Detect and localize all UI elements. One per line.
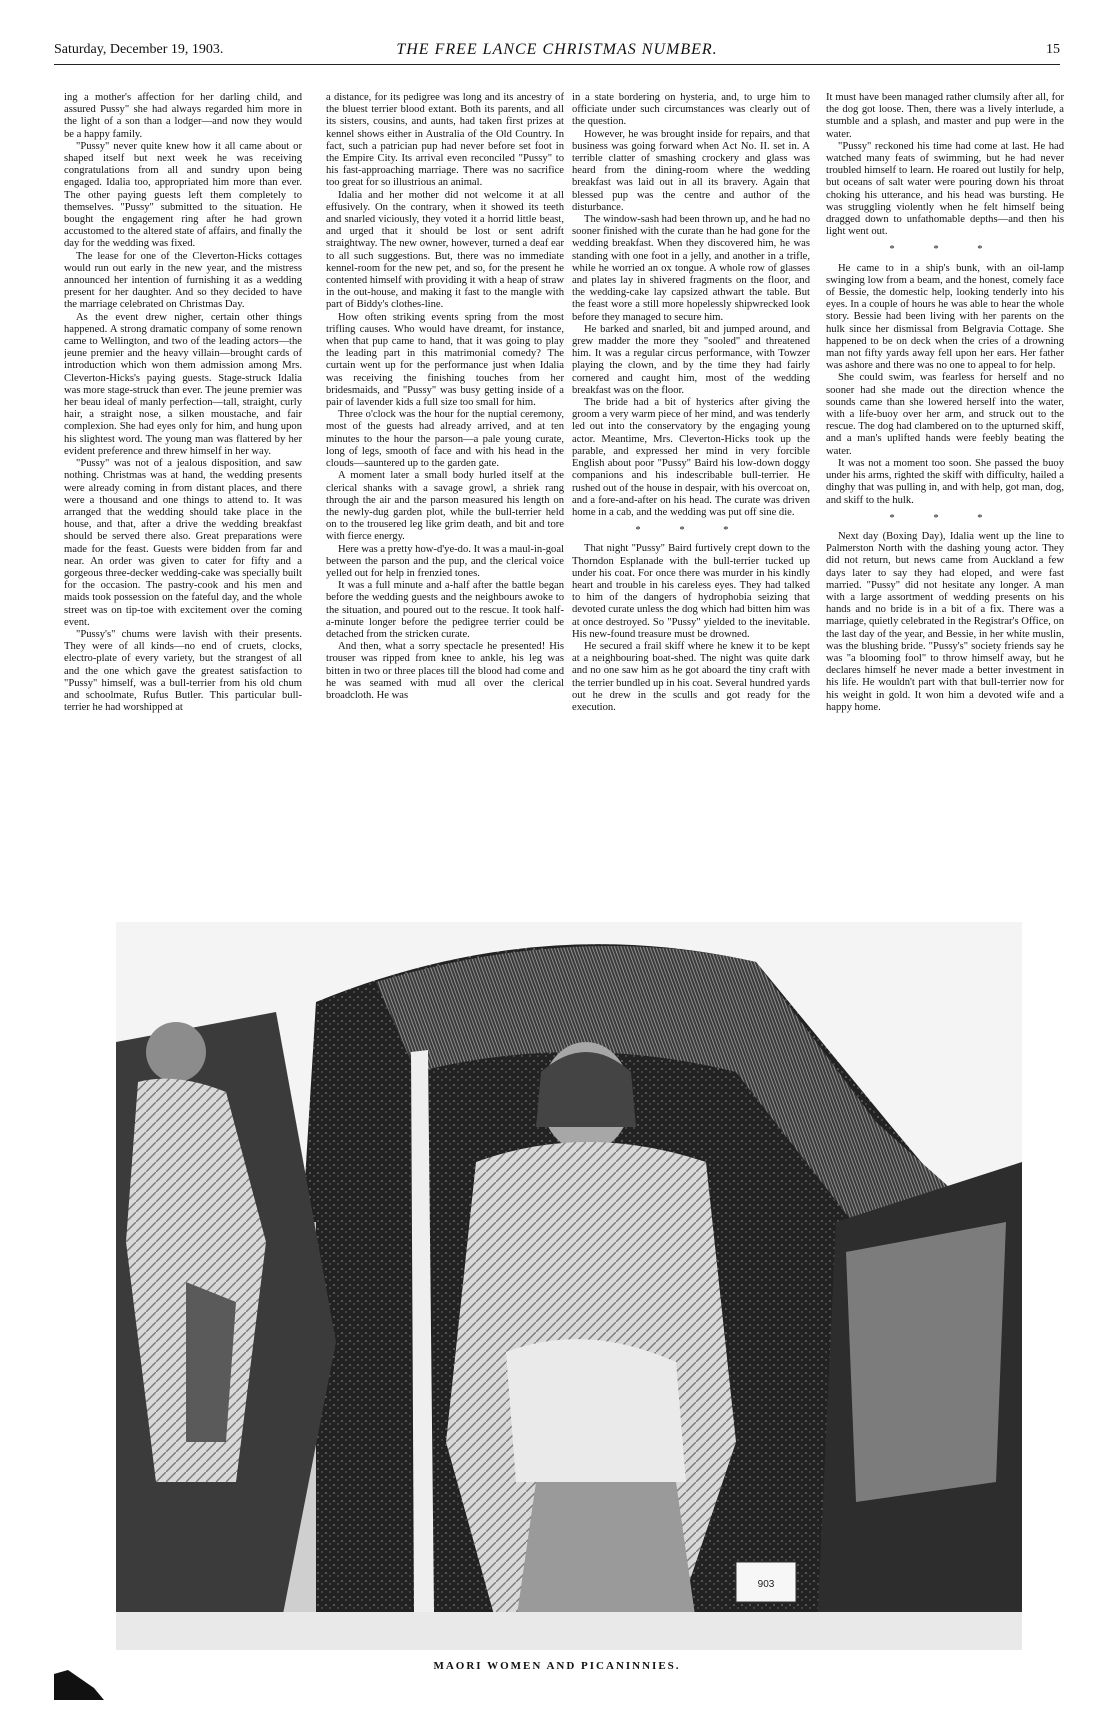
article-column-3 <box>572 92 810 862</box>
article-paragraph: As the event drew nigher, certain other things happened. A strong dramatic company of some renown came to Wellington, and two of the leading actors—the jeune premier and the heavy villain—brought cards of introduction which won them admission among Mrs. Cleverton-Hicks's paying guests. Stage-struck Idalia was more stage-struck than ever. The jeune premier was her beau ideal of manly perfection—tall, straight, curly hair, a straight nose, a silken moustache, and fair complexion. She had eyes only for him, and hung upon his slightest word. The young man was flattered by her evident preference and threw himself in her way. <box>64 311 302 457</box>
page-number: 15 <box>1046 42 1060 57</box>
photo-caption: MAORI WOMEN AND PICANINNIES. <box>433 1660 681 1672</box>
publication-title: THE FREE LANCE CHRISTMAS NUMBER. <box>396 41 718 58</box>
article-paragraph: Next day (Boxing Day), Idalia went up the line to Palmerston North with the dashing young actor. They did not return, but news came from Auckland a few days later to say they had eloped, and were fast married. "Pussy" did not hesitate any longer. A man with a large assortment of wedding presents on his hands and no bride is in a bit of a fix. There was a marriage, quietly celebrated in the Registrar's Office, on the last day of the year, and Bessie, in her white muslin, was the blushing bride. "Pussy's" society friends say he was "a blooming fool" to throw himself away, but he declares himself he never made a better investment in his life. He wouldn't part with that bull-terrier now for his weight in gold. It won him a devoted wife and a happy home. <box>826 530 1064 713</box>
article-paragraph: He came to in a ship's bunk, with an oil-lamp swinging low from a beam, and the honest, comely face of Bessie, the domestic help, looking tenderly into his eyes. In a couple of hours he was able to hear the whole story. Bessie had been living with her parents on the hulk since her dismissal from Belgravia Cottage. She happened to be on deck when the cries of a drowning man not fifty yards away fell upon her ears. Her father was ashore and there was no one to appeal to for help. <box>826 262 1064 372</box>
article-paragraph: "Pussy" reckoned his time had come at last. He had watched many feats of swimming, but he had never troubled himself to learn. He roared out lustily for help, but oceans of salt water were pouring down his throat choking his utterance, and his head was bursting. He was struggling violently when he felt himself being dragged down to unfathomable depths—and then his light went out. <box>826 140 1064 238</box>
article-paragraph: He barked and snarled, bit and jumped around, and grew madder the more they "sooled" and threatened him. It was a regular circus performance, with Towzer playing the clown, and by the time they had fairly cornered and caught him, most of the wedding breakfast was on the floor. <box>572 323 810 396</box>
article-paragraph: However, he was brought inside for repairs, and that business was going forward when Act No. II. set in. A terrible clatter of smashing crockery and glass was heard from the dining-room where the wedding breakfast was laid out in all its bravery. Again that blessed pup was the centre and author of the disturbance. <box>572 128 810 213</box>
article-paragraph: How often striking events spring from the most trifling causes. Who would have dreamt, for instance, when that pup came to hand, that it was going to play the leading part in this matrimonial comedy? The curtain went up for the performance just when Idalia was receiving the finishing touches from her bridesmaids, and "Pussy" was busy getting inside of a pair of lavender kids a full size too small for him. <box>326 311 564 409</box>
article-paragraph: Idalia and her mother did not welcome it at all effusively. On the contrary, when it showed its teeth and snarled viciously, they voted it a horrid little beast, and urged that it should be lost or sent adrift straightway. The new owner, however, turned a deaf ear to all such suggestions. But, there was no immediate kennel-room for the new pet, and so, for the present he contented himself with providing it with a heap of straw in the out-house, and making it fast to the mangle with part of Biddy's clothes-line. <box>326 189 564 311</box>
article-paragraph: It was not a moment too soon. She passed the buoy under his arms, righted the skiff with difficulty, hailed a dinghy that was pulling in, and with help, got man, dog, and skiff to the hulk. <box>826 457 1064 506</box>
article-paragraph: That night "Pussy" Baird furtively crept down to the Thorndon Esplanade with the bull-terrier tucked up under his coat. For once there was murder in his kindly heart and trouble in his careless eyes. They had talked to him of the dangers of hydrophobia seizing that devoted curate unless the dog which had bitten him was at once destroyed. So "Pussy" yielded to the inevitable. His new-found treasure must be drowned. <box>572 543 810 640</box>
article-paragraph: The bride had a bit of hysterics after giving the groom a very warm piece of her mind, and was tenderly led out into the conservatory by the engaging young actor. Meantime, Mrs. Cleverton-Hicks took up the parable, and expressed her mind in very forcible English about poor "Pussy" Baird his low-down doggy companions and his indescribable bull-terrier. He rushed out of the house in despair, with his overcoat on, and a fore-and-after on his head. The curate was driven home in a cab, and the wedding was put off sine die. <box>572 397 810 518</box>
article-paragraph: It must have been managed rather clumsily after all, for the dog got loose. Then, there was a lively interlude, a stumble and a splash, and master and pup were in the water. <box>826 92 1064 140</box>
ink-blot <box>54 1670 104 1700</box>
article-paragraph: And then, what a sorry spectacle he presented! His trouser was ripped from knee to ankle, his leg was bitten in two or three places till the blood had come and he was seamed with mud all over the clerical broadcloth. He was <box>326 641 564 701</box>
section-break: * * * <box>635 525 747 537</box>
section-break: * * * <box>889 512 1001 524</box>
article-paragraph: The window-sash had been thrown up, and he had no sooner finished with the curate than he had gone for the wedding breakfast. When they discovered him, he was standing with one foot in a jelly, and another in a trifle, while he worried an ox tongue. A whole row of glasses and plates lay in shivered fragments on the floor, and the wedding-cake lay capsized athwart the table. But the feast wore a still more hopelessly shipwrecked look before they managed to secure him. <box>572 214 810 323</box>
article-paragraph: in a state bordering on hysteria, and, to urge him to officiate under such circumstances was clearly out of the question. <box>572 92 810 128</box>
article-column-2 <box>326 92 564 862</box>
article-paragraph: A moment later a small body hurled itself at the clerical shanks with a savage growl, a shriek rang through the air and the parson measured his length on the newly-dug garden plot, while the bull-terrier held on to the trousered leg like grim death, and bit and tore with fierce energy. <box>326 470 564 543</box>
issue-date: Saturday, December 19, 1903. <box>54 42 224 57</box>
article-paragraph: ing a mother's affection for her darling child, and assured Pussy" she had always regarded him more in the light of a son than a lodger—and now they would be a happy family. <box>64 92 302 140</box>
article-paragraph: It was a full minute and a-half after the battle began before the wedding guests and the neighbours awoke to the situation, and poured out to the rescue. It took half-a-minute longer before the pedigree terrier could be detached from the stricken curate. <box>326 580 564 640</box>
article-paragraph: She could swim, was fearless for herself and no sooner had she made out the direction whence the sounds came than she lowered herself into the water, with a life-buoy over her arm, and struck out to the rescue. The dog had clambered on to the upturned skiff, and a man's uplifted hands were feebly beating the water. <box>826 372 1064 457</box>
article-paragraph: "Pussy's" chums were lavish with their presents. They were of all kinds—no end of cruets, clocks, electro-plate of every variety, but the strangest of all and the one which gave the greatest satisfaction to "Pussy" himself, was a bull-terrier from his old chum and schoolmate, Rufus Butler. This particular bull-terrier he had worshipped at <box>64 628 302 714</box>
page-header <box>54 42 1060 66</box>
header-rule <box>54 64 1060 65</box>
article-paragraph: "Pussy" never quite knew how it all came about or shaped itself but next week he was receiving congratulations from all and sundry upon being engaged. Idalia too, appropriated him more than ever. The other paying guests left them completely to themselves. "Pussy" submitted to the situation. He bought the engagement ring after he had grown accustomed to the altered state of affairs, and finally the day for the wedding was fixed. <box>64 140 302 250</box>
section-break: * * * <box>889 244 1001 256</box>
article-paragraph: "Pussy" was not of a jealous disposition, and saw nothing. Christmas was at hand, the wedding presents were already coming in from distant places, and there were a thousand and one things to attend to. It was arranged that the wedding should take place in the house, and that, after a drive the wedding breakfast should be served there also. Great preparations were made for the feast. Guests were bidden from far and near. An order was given to cater for fifty and a gorgeous three-decker wedding-cake was specially built for the occasion. The pastry-cook and his men and maids took possession on the fateful day, and the whole street was on tip-toe with excitement over the coming event. <box>64 458 302 628</box>
photo-corner-label: 903 <box>757 1579 775 1590</box>
article-column-1 <box>64 92 302 862</box>
article-paragraph: Three o'clock was the hour for the nuptial ceremony, most of the guests had already arrived, and at ten minutes to the hour the parson—a pale young curate, long of legs, smooth of face and with his head in the clouds—sauntered up to the garden gate. <box>326 409 564 470</box>
photograph-illustration <box>116 922 1022 1650</box>
article-paragraph: Here was a pretty how-d'ye-do. It was a maul-in-goal between the parson and the pup, and the clerical voice yelled out for help in frenzied tones. <box>326 543 564 579</box>
article-paragraph: a distance, for its pedigree was long and its ancestry of the bluest terrier blood extant. Both its parents, and all its sisters, cousins, and aunts, had taken first prizes at kennel shows either in Australia of the Old Country. In fact, such a patrician pup had never before set foot in the Empire City. Its arrival even reconciled "Pussy" to his fast-approaching marriage. There was no sacrifice too great for so illustrious an animal. <box>326 92 564 189</box>
photograph-maori-women <box>116 922 1022 1650</box>
article-column-4 <box>826 92 1064 862</box>
article-paragraph: He secured a frail skiff where he knew it to be kept at a neighbouring boat-shed. The night was quite dark and no one saw him as he got aboard the tiny craft with the terrier bundled up in his coat. Several hundred yards out he drew in the sculls and got ready for the execution. <box>572 640 810 713</box>
article-paragraph: The lease for one of the Cleverton-Hicks cottages would run out early in the new year, and the mistress announced her intention of furnishing it as a wedding present for her daughter. And so they decided to have the marriage celebrated on Christmas Day. <box>64 250 302 311</box>
